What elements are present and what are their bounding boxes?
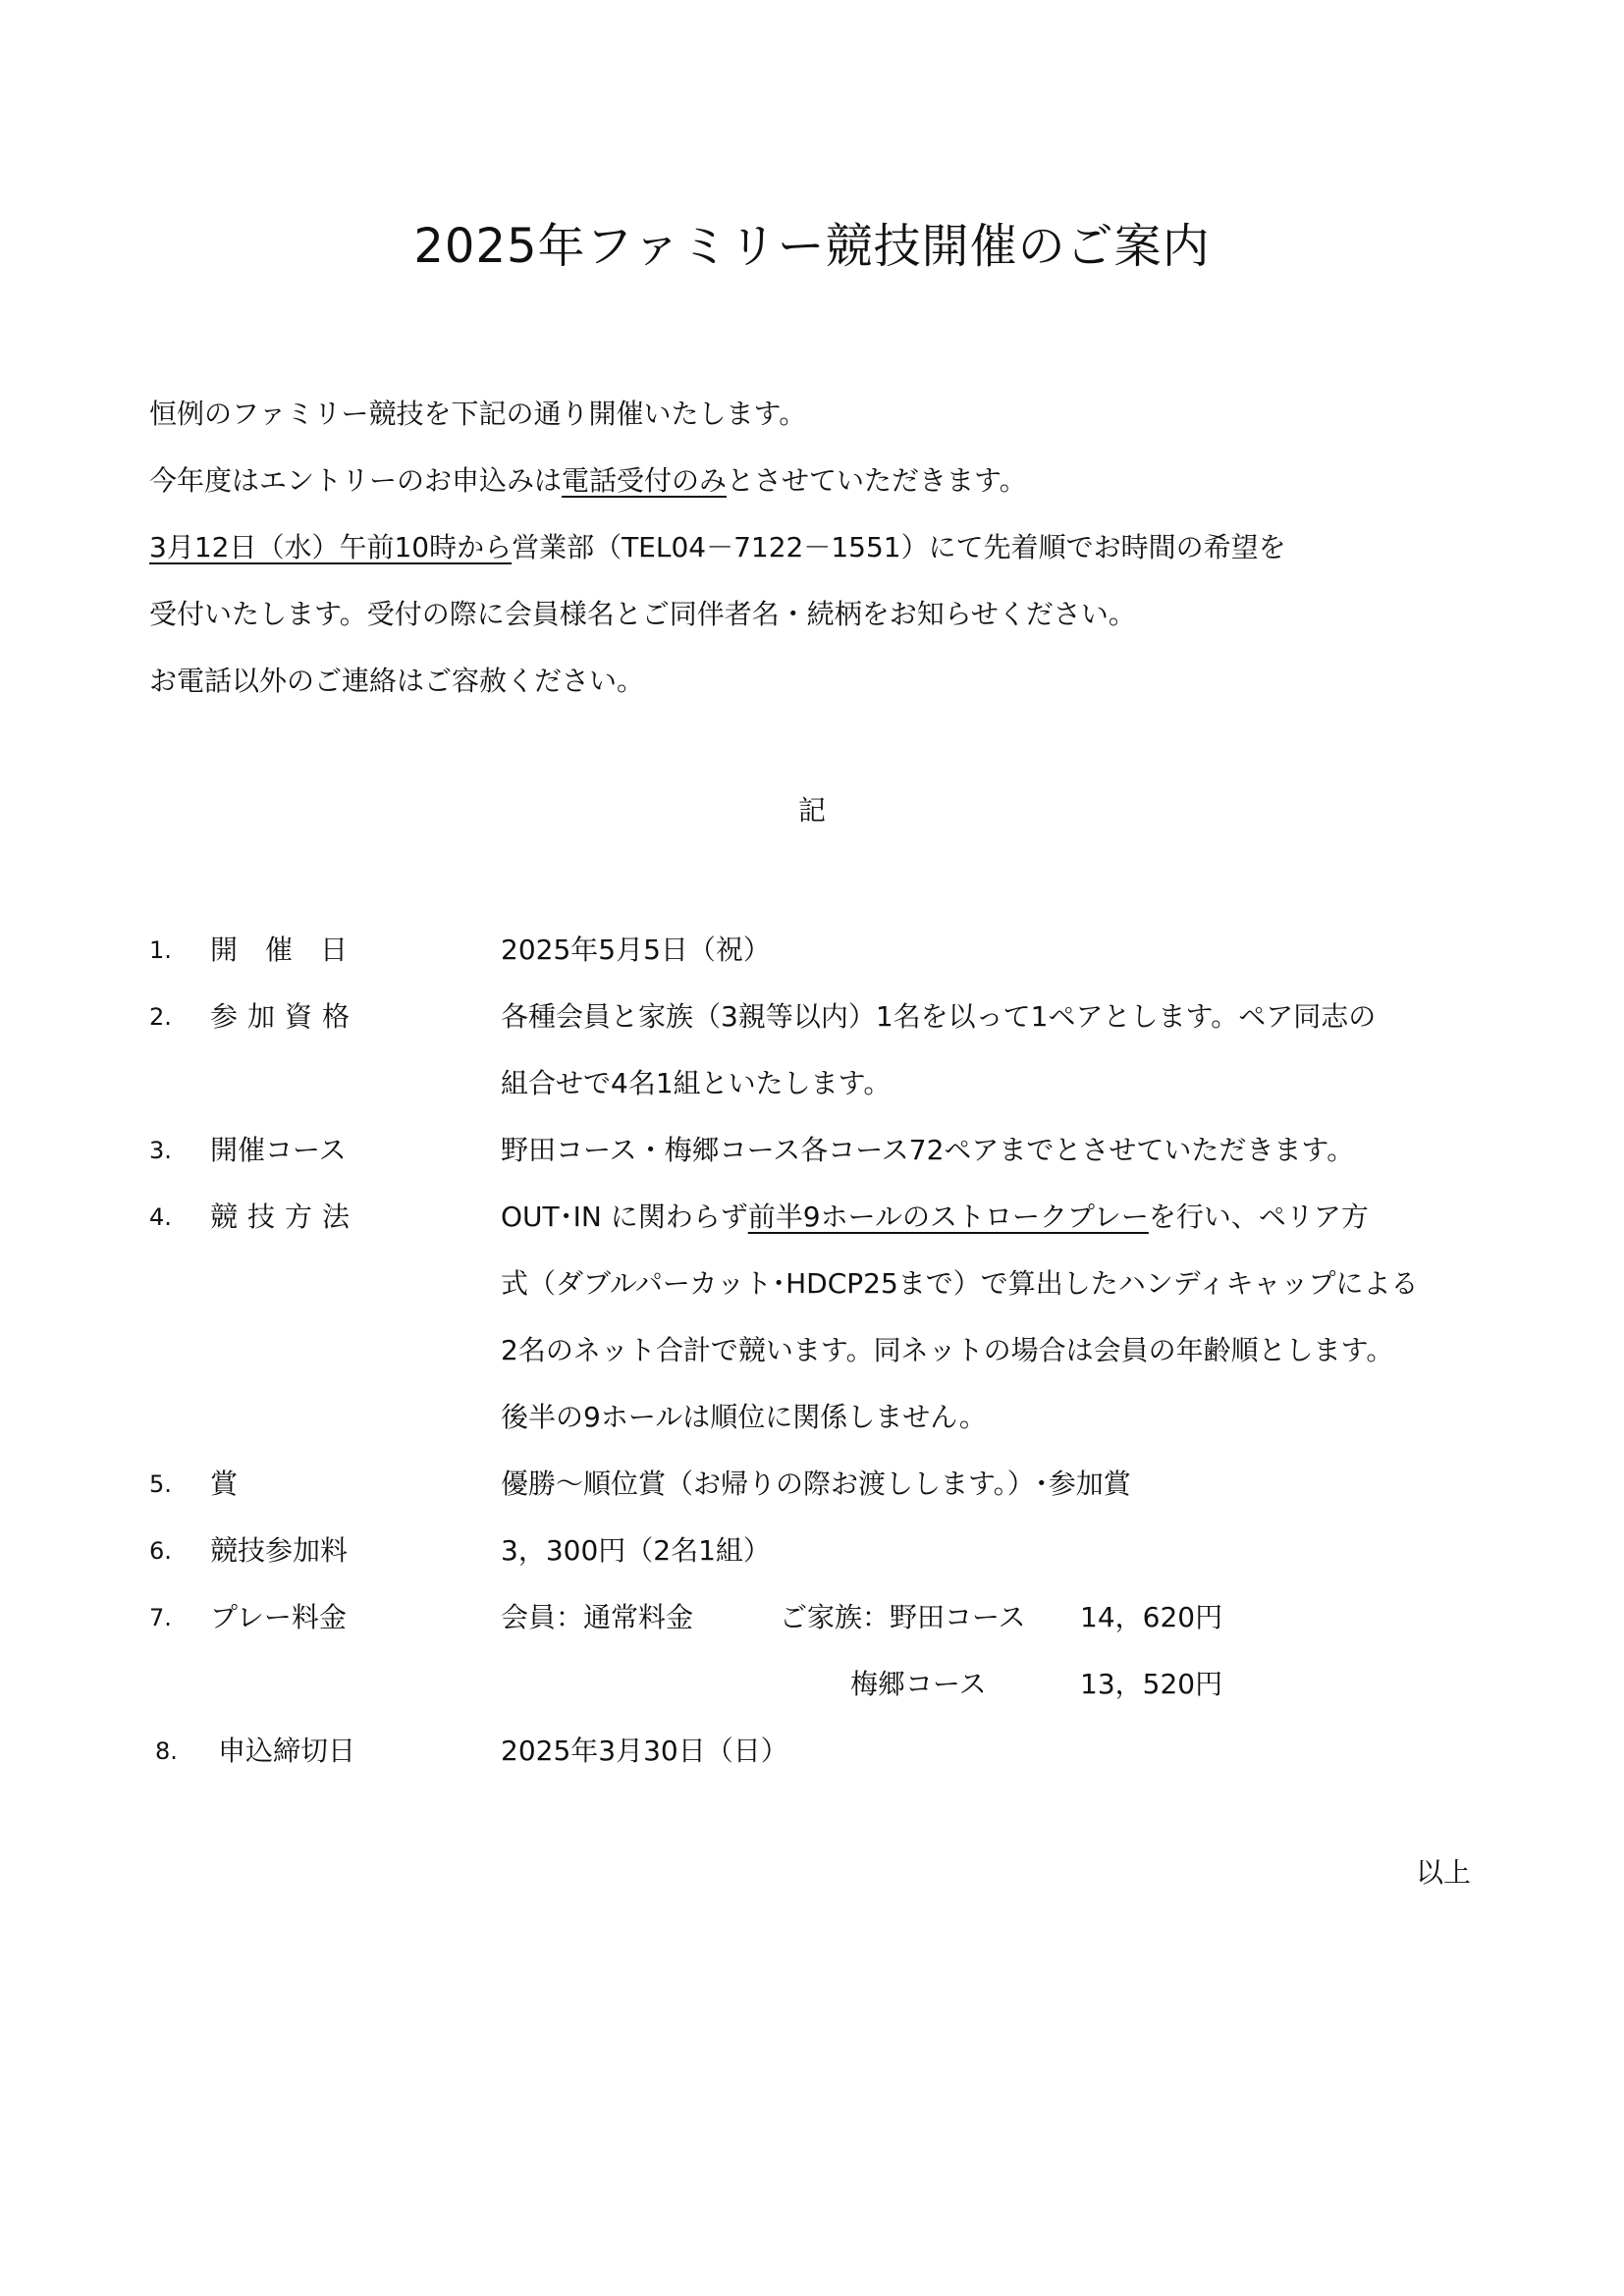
item-content bbox=[501, 1584, 1512, 1718]
closing-remark: 以上 bbox=[1415, 1856, 1471, 1889]
ki-heading: 記 bbox=[797, 794, 826, 827]
content-line: 2025年5月5日（祝） bbox=[501, 934, 771, 966]
item-content bbox=[501, 1518, 1512, 1584]
phone-only-emphasis: 電話受付のみ bbox=[562, 464, 728, 497]
member-fee: 会員：通常料金 bbox=[501, 1601, 694, 1633]
reception-start-emphasis: 3月12日（水）午前10時から bbox=[149, 531, 513, 563]
item-number: 3. bbox=[149, 1137, 172, 1164]
intro-line bbox=[149, 581, 1504, 648]
fee-row-noda bbox=[501, 1584, 1512, 1651]
content-line: 各種会員と家族（3親等以内）1名を以って1ペアとします。ペア同志の bbox=[501, 1000, 1377, 1033]
intro-text: 恒例のファミリー競技を下記の通り開催いたします。 bbox=[149, 398, 807, 430]
item-content bbox=[501, 1184, 1512, 1451]
content-text: を行い、ペリア方 bbox=[1148, 1201, 1369, 1233]
item-number: 1. bbox=[149, 936, 172, 964]
detail-item-date bbox=[147, 917, 1512, 984]
item-content bbox=[501, 1718, 1512, 1785]
item-label: 賞 bbox=[210, 1468, 239, 1500]
item-number: 6. bbox=[149, 1537, 172, 1565]
item-number: 4. bbox=[149, 1203, 172, 1231]
intro-paragraph bbox=[149, 381, 1504, 715]
detail-item-entry-fee bbox=[147, 1518, 1512, 1584]
detail-item-deadline bbox=[147, 1718, 1512, 1785]
intro-text: とさせていただきます。 bbox=[727, 464, 1027, 497]
content-text: OUT･IN に関わらず bbox=[501, 1201, 748, 1233]
item-label: 申込締切日 bbox=[218, 1735, 356, 1767]
item-number: 8. bbox=[155, 1737, 178, 1765]
detail-item-prize bbox=[147, 1451, 1512, 1518]
intro-text: お電話以外のご連絡はご容赦ください。 bbox=[149, 665, 645, 697]
detail-item-eligibility bbox=[147, 984, 1512, 1117]
noda-price: 14，620円 bbox=[1080, 1601, 1223, 1633]
umesato-price: 13，520円 bbox=[1080, 1668, 1223, 1700]
item-content bbox=[501, 984, 1512, 1117]
item-number: 7. bbox=[149, 1604, 172, 1631]
item-label: 競技方法 bbox=[210, 1201, 360, 1233]
item-content bbox=[501, 1451, 1512, 1518]
item-number: 2. bbox=[149, 1003, 172, 1031]
intro-line bbox=[149, 514, 1504, 581]
item-label: 開催コース bbox=[210, 1134, 347, 1166]
detail-item-play-fee bbox=[147, 1584, 1512, 1718]
item-label: 参加資格 bbox=[210, 1000, 360, 1033]
content-line: 野田コース・梅郷コース各コース72ペアまでとさせていただきます。 bbox=[501, 1134, 1355, 1166]
intro-line bbox=[149, 648, 1504, 715]
document-title: 2025年ファミリー競技開催のご案内 bbox=[413, 219, 1211, 274]
family-noda-label: ご家族：野田コース bbox=[780, 1601, 1026, 1633]
stroke-play-emphasis: 前半9ホールのストロークプレー bbox=[747, 1201, 1149, 1233]
content-line: 優勝～順位賞（お帰りの際お渡しします。）･参加賞 bbox=[501, 1468, 1131, 1500]
content-line: 2025年3月30日（日） bbox=[501, 1735, 788, 1767]
fee-row-umesato bbox=[501, 1651, 1512, 1718]
intro-line bbox=[149, 381, 1504, 448]
item-label: 競技参加料 bbox=[210, 1534, 349, 1567]
content-line: 2名のネット合計で競います。同ネットの場合は会員の年齢順とします。 bbox=[501, 1334, 1394, 1366]
detail-item-method bbox=[147, 1184, 1512, 1451]
intro-text: 受付いたします。受付の際に会員様名とご同伴者名・続柄をお知らせください。 bbox=[149, 598, 1136, 630]
content-line: 組合せで4名1組といたします。 bbox=[501, 1067, 892, 1099]
content-line: 式（ダブルパーカット･HDCP25まで）で算出したハンディキャップによる bbox=[501, 1267, 1419, 1300]
item-number: 5. bbox=[149, 1470, 172, 1498]
umesato-label: 梅郷コース bbox=[850, 1668, 987, 1700]
content-line: 3，300円（2名1組） bbox=[501, 1534, 771, 1567]
content-line: 後半の9ホールは順位に関係しません。 bbox=[501, 1401, 987, 1433]
item-content bbox=[501, 917, 1512, 984]
content-line bbox=[501, 1184, 1512, 1251]
intro-line bbox=[149, 448, 1504, 514]
detail-item-course bbox=[147, 1117, 1512, 1184]
item-label: プレー料金 bbox=[210, 1601, 347, 1633]
details-list bbox=[147, 917, 1512, 1785]
intro-text: 今年度はエントリーのお申込みは bbox=[149, 464, 563, 497]
intro-text: 営業部（TEL04－7122－1551）にて先着順でお時間の希望を bbox=[512, 531, 1286, 563]
item-label: 開催日 bbox=[210, 934, 376, 966]
item-content bbox=[501, 1117, 1512, 1184]
